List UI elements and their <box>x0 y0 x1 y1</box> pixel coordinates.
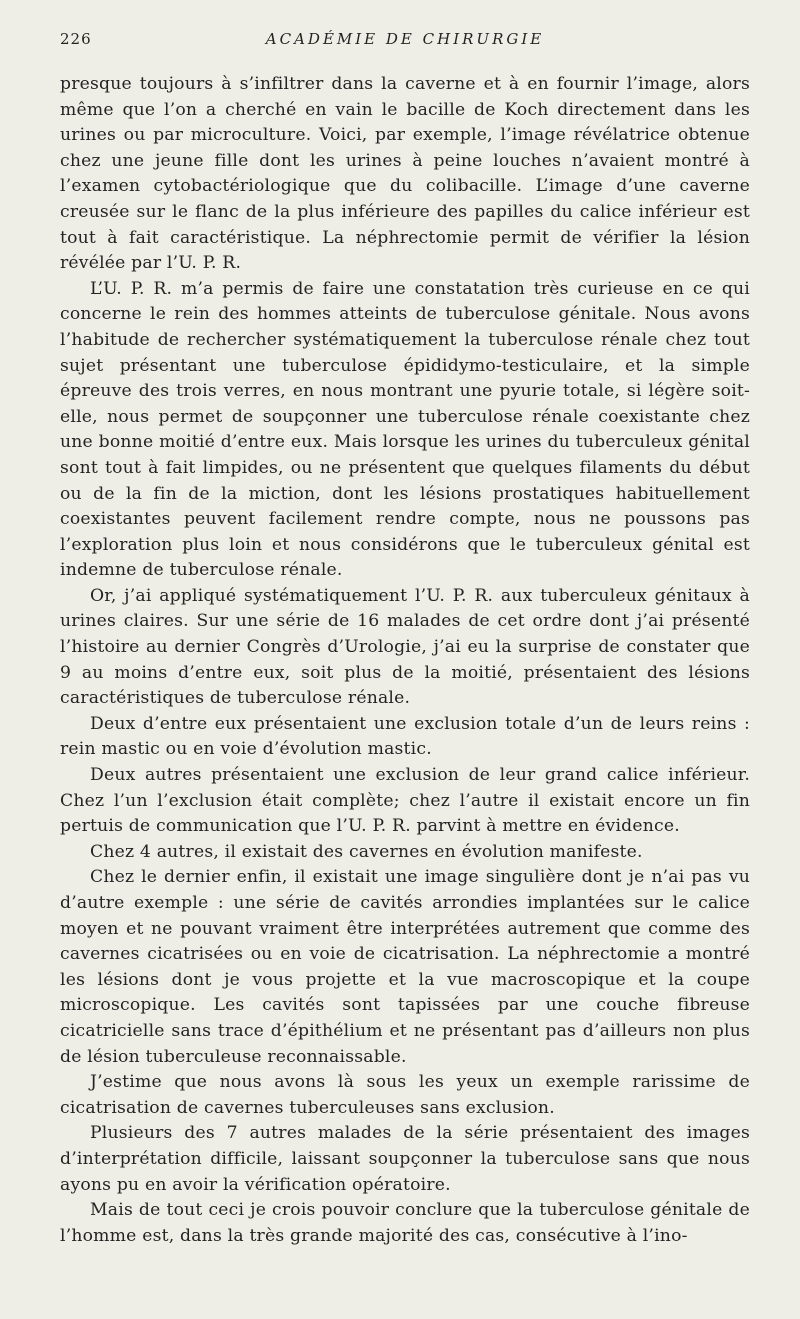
running-title: ACADÉMIE DE CHIRURGIE <box>265 30 545 48</box>
paragraph-cicatrisation: J’estime que nous avons là sous les yeux un exemple rarissime de cicatrisation de cavernes tuberculeuses sans exclusion. <box>60 1072 750 1118</box>
paragraph-upr-observation: L’U. P. R. m’a permis de faire une constatation très curieuse en ce qui concerne le rein des hommes atteints de tuberculose génitale. Nous avons l’habitude de rechercher systématiquement la tuberculose rénale chez tout sujet présentant une tuberculose épididymo-testiculaire, et la simple épreuve des trois verres, en nous montrant une pyurie totale, si légère soit-elle, nous permet de soupçonner une tuberculose rénale coexistante chez une bonne moitié d’entre eux. Mais lorsque les urines du tuberculeux génital sont tout à fait limpides, ou ne présentent que quelques filaments du début ou de la fin de la miction, dont les lésions prostatiques habituellement coexistantes peuvent facilement rendre compte, nous ne poussons pas l’exploration plus loin et nous considérons que le tuberculeux génital est indemne de tuberculose rénale. <box>60 278 750 581</box>
paragraph-calice-exclusion: Deux autres présentaient une exclusion de leur grand calice inférieur. Chez l’un l’exclusion était complète; chez l’autre il existait encore un fin pertuis de communication que l’U. P. R. parvint à mettre en évidence. <box>60 765 750 837</box>
paragraph-series-results: Or, j’ai appliqué systématiquement l’U. P. R. aux tuberculeux génitaux à urines claires. Sur une série de 16 malades de cet ordre dont j’ai présenté l’histoire au dernier Congrès d’Urologie, j’ai eu la surprise de constater que 9 au moins d’entre eux, soit plus de la moitié, présentaient des lésions caractéristiques de tuberculose rénale. <box>60 585 750 709</box>
paragraph-other-patients: Plusieurs des 7 autres malades de la série présentaient des images d’interprétation difficile, laissant soupçonner la tuberculose sans que nous ayons pu en avoir la vérification opératoire. <box>60 1123 750 1195</box>
page-number: 226 <box>60 30 92 48</box>
paragraph-total-exclusion: Deux d’entre eux présentaient une exclusion totale d’un de leurs reins : rein mastic ou en voie d’évolution mastic. <box>60 713 750 760</box>
paragraph-last-case: Chez le dernier enfin, il existait une image singulière dont je n’ai pas vu d’autre exemple : une série de cavités arrondies implantées sur le calice moyen et ne pouvant vraiment être interprétées autrement que comme des cavernes cicatrisées ou en voie de cicatrisation. La néphrectomie a montré les lésions dont je vous projette et la vue macroscopique et la coupe microscopique. Les cavités sont tapissées par une couche fibreuse cicatricielle sans trace d’épithélium et ne présentant pas d’ailleurs non plus de lésion tuberculeuse reconnaissable. <box>60 867 750 1067</box>
body-text <box>60 72 750 1249</box>
paragraph-continuation: presque toujours à s’infiltrer dans la caverne et à en fournir l’image, alors même que l’on a cherché en vain le bacille de Koch directement dans les urines ou par microculture. Voici, par exemple, l’image révélatrice obtenue chez une jeune fille dont les urines à peine louches n’avaient montré à l’examen cytobactériologique que du colibacille. L’image d’une caverne creusée sur le flanc de la plus inférieure des papilles du calice inférieur est tout à fait caractéristique. La néphrectomie permit de vérifier la lésion révélée par l’U. P. R. <box>60 74 750 274</box>
paragraph-conclusion: Mais de tout ceci je crois pouvoir conclure que la tuberculose génitale de l’homme est, dans la très grande majorité des cas, consécutive à l’ino- <box>60 1200 750 1246</box>
page-header <box>60 30 750 54</box>
paragraph-cavernes: Chez 4 autres, il existait des cavernes en évolution manifeste. <box>90 841 643 862</box>
